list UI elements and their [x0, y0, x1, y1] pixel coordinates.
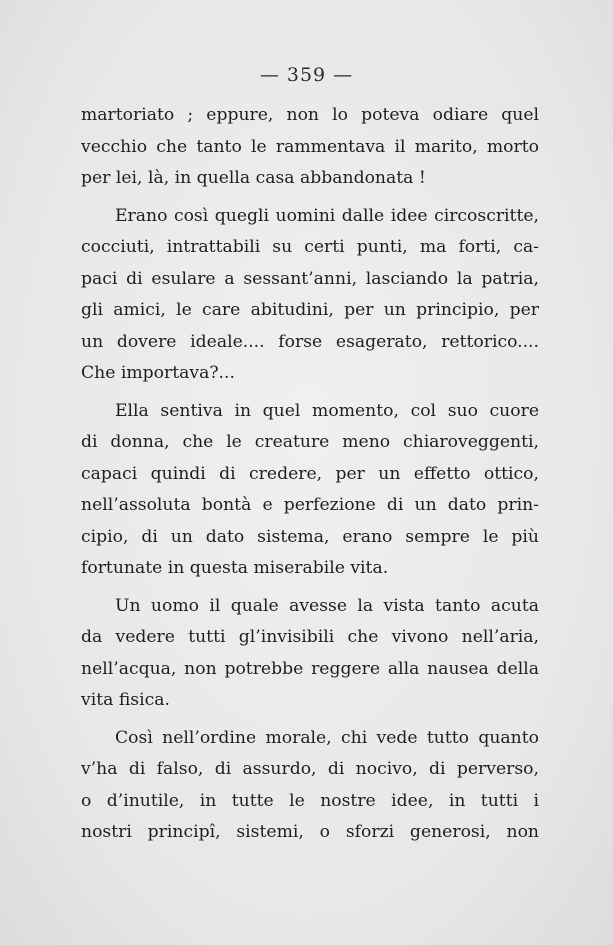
- paragraph: [81, 591, 539, 717]
- text-line: Che importava?...: [81, 363, 235, 383]
- text-line: martoriato ; eppure, non lo poteva odiare quel: [81, 105, 539, 125]
- text-line: cocciuti, intrattabili su certi punti, ma forti, ca-: [81, 237, 539, 257]
- text-line: nell’assoluta bontà e perfezione di un dato prin-: [81, 495, 539, 515]
- text-line: Un uomo il quale avesse la vista tanto acuta: [115, 595, 539, 616]
- text-line: o d’inutile, in tutte le nostre idee, in tutti i: [81, 790, 539, 811]
- text-line: un dovere ideale.... forse esagerato, rettorico....: [81, 331, 539, 352]
- body-text: [81, 100, 539, 849]
- page-number: — 359 —: [259, 64, 354, 86]
- text-line: cipio, di un dato sistema, erano sempre le più: [81, 526, 539, 547]
- paragraph: [81, 201, 539, 390]
- text-line: Così nell’ordine morale, chi vede tutto quanto: [115, 727, 539, 748]
- text-line: Ella sentiva in quel momento, col suo cuore: [115, 400, 539, 421]
- text-line: vita fisica.: [81, 690, 170, 710]
- paragraph: [81, 723, 539, 849]
- text-line: Erano così quegli uomini dalle idee circoscritte,: [115, 205, 539, 226]
- text-line: capaci quindi di credere, per un effetto ottico,: [81, 463, 539, 484]
- text-line: nell’acqua, non potrebbe reggere alla nausea della: [81, 658, 539, 679]
- text-line: di donna, che le creature meno chiaroveggenti,: [81, 432, 539, 452]
- text-line: vecchio che tanto le rammentava il marito, morto: [81, 136, 539, 157]
- text-line: fortunate in questa miserabile vita.: [81, 558, 389, 578]
- text-line: da vedere tutti gl’invisibili che vivono nell’aria,: [81, 627, 539, 647]
- text-line: v’ha di falso, di assurdo, di nocivo, di perverso,: [81, 759, 539, 779]
- text-line: per lei, là, in quella casa abbandonata !: [81, 168, 426, 188]
- text-line: nostri principî, sistemi, o sforzi generosi, non: [81, 822, 539, 842]
- text-line: paci di esulare a sessant’anni, lasciando la patria,: [81, 268, 539, 289]
- paragraph: [81, 100, 539, 195]
- text-line: gli amici, le care abitudini, per un principio, per: [81, 300, 539, 320]
- paragraph: [81, 396, 539, 585]
